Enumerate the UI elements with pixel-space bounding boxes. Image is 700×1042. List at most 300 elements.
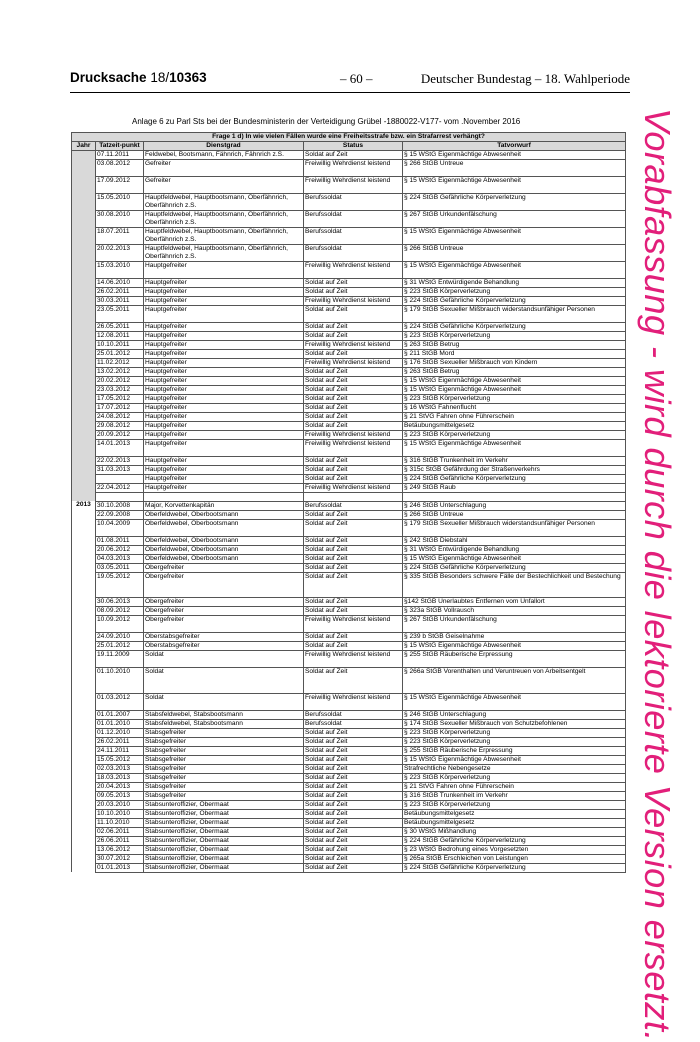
table-row [72,572,626,598]
cell-year [72,651,96,668]
cell-offense: § 223 StGB Körperverletzung [403,332,626,341]
cell-date: 25.01.2012 [96,350,144,359]
cell-rank: Soldat [144,693,304,710]
cell-year [72,466,96,475]
table-row [72,245,626,262]
cell-date: 30.10.2008 [96,501,144,510]
cell-offense: § 223 StGB Körperverletzung [403,728,626,737]
cell-offense: § 224 StGB Gefährliche Körperverletzung [403,194,626,211]
cell-date: 22.09.2008 [96,510,144,519]
cell-year [72,809,96,818]
cell-rank: Stabsfeldwebel, Stabsbootsmann [144,710,304,719]
cell-status: Soldat auf Zeit [304,563,403,572]
cell-status: Soldat auf Zeit [304,572,403,598]
cell-year [72,633,96,642]
cell-year [72,177,96,194]
cell-year [72,818,96,827]
cell-offense: § 15 WStG Eigenmächtige Abwesenheit [403,262,626,279]
cell-status: Soldat auf Zeit [304,607,403,616]
cell-rank: Oberfeldwebel, Oberbootsmann [144,519,304,536]
cell-rank: Oberfeldwebel, Oberbootsmann [144,545,304,554]
cell-year [72,493,96,502]
table-row [72,607,626,616]
cell-date: 01.03.2012 [96,693,144,710]
col-header-status: Status [304,142,403,151]
table-row [72,651,626,668]
cell-rank [144,493,304,502]
cell-year [72,228,96,245]
cell-date: 23.05.2011 [96,306,144,323]
cell-offense: § 224 StGB Gefährliche Körperverletzung [403,863,626,872]
cell-offense: § 15 WStG Eigenmächtige Abwesenheit [403,377,626,386]
cell-rank: Hauptgefreiter [144,377,304,386]
cell-offense: § 179 StGB Sexueller Mißbrauch widerstandsunfähiger Personen [403,519,626,536]
doc-label: Drucksache [70,70,147,85]
cell-status: Soldat auf Zeit [304,854,403,863]
table-row [72,475,626,484]
cell-year [72,800,96,809]
cell-rank: Stabsunteroffizier, Obermaat [144,863,304,872]
cell-date: 15.05.2012 [96,755,144,764]
cell-rank: Hauptgefreiter [144,484,304,493]
cell-offense: § 15 WStG Eigenmächtige Abwesenheit [403,386,626,395]
table-row [72,809,626,818]
cell-status: Soldat auf Zeit [304,288,403,297]
cell-offense: § 15 WStG Eigenmächtige Abwesenheit [403,554,626,563]
cell-offense: Betäubungsmittelgesetz [403,422,626,431]
table-row [72,854,626,863]
cell-year [72,350,96,359]
cell-status: Freiwillig Wehrdienst leistend [304,651,403,668]
cell-status: Freiwillig Wehrdienst leistend [304,431,403,440]
table-row [72,368,626,377]
cell-year [72,746,96,755]
cell-rank: Stabsgefreiter [144,773,304,782]
cell-year [72,404,96,413]
cell-year: 2013 [72,501,96,510]
cell-status: Soldat auf Zeit [304,386,403,395]
cell-date: 13.06.2012 [96,845,144,854]
cell-date: 10.10.2011 [96,341,144,350]
cell-date: 30.06.2013 [96,598,144,607]
cell-offense: § 174 StGB Sexueller Mißbrauch von Schutzbefohlenen [403,719,626,728]
cell-year [72,719,96,728]
cell-rank: Soldat [144,668,304,694]
institution-label: Deutscher Bundestag – 18. Wahlperiode [420,71,630,86]
cell-year [72,386,96,395]
table-row [72,306,626,323]
cell-offense: § 223 StGB Körperverletzung [403,800,626,809]
cell-rank: Gefreiter [144,160,304,177]
table-row [72,845,626,854]
cell-offense: § 263 StGB Betrug [403,341,626,350]
cell-year [72,693,96,710]
cell-status: Soldat auf Zeit [304,377,403,386]
cell-rank: Soldat [144,651,304,668]
cell-date: 24.08.2012 [96,413,144,422]
cell-date: 02.03.2013 [96,764,144,773]
table-row [72,836,626,845]
cell-year [72,782,96,791]
cell-year [72,554,96,563]
cell-rank: Major, Korvettenkapitän [144,501,304,510]
doc-session: 18/ [150,70,170,85]
cell-status: Soldat auf Zeit [304,818,403,827]
cell-rank: Obergefreiter [144,572,304,598]
table-row [72,746,626,755]
cell-year [72,262,96,279]
table-row [72,563,626,572]
table-row [72,545,626,554]
cell-status: Soldat auf Zeit [304,791,403,800]
cell-offense: § 16 WStG Fahnenflucht [403,404,626,413]
cell-offense: § 239 b StGB Geiselnahme [403,633,626,642]
cell-year [72,160,96,177]
cell-offense: § 255 StGB Räuberische Erpressung [403,746,626,755]
cell-year [72,332,96,341]
cell-status: Soldat auf Zeit [304,836,403,845]
cell-year [72,341,96,350]
doc-number: 10363 [169,70,207,85]
cell-status: Soldat auf Zeit [304,633,403,642]
table-row [72,431,626,440]
cell-rank: Obergefreiter [144,598,304,607]
cell-year [72,836,96,845]
cell-rank: Hauptgefreiter [144,332,304,341]
cell-rank: Stabsgefreiter [144,755,304,764]
cell-date: 20.04.2013 [96,782,144,791]
table-row [72,386,626,395]
cell-offense: § 323a StGB Vollrausch [403,607,626,616]
cell-year [72,755,96,764]
cell-date: 14.06.2010 [96,279,144,288]
cell-status: Soldat auf Zeit [304,466,403,475]
cell-year [72,194,96,211]
cell-offense: § 316 StGB Trunkenheit im Verkehr [403,791,626,800]
table-row [72,151,626,160]
cell-offense: § 31 WStG Entwürdigende Behandlung [403,279,626,288]
col-header-year: Jahr [72,142,96,151]
cell-rank: Oberstabsgefreiter [144,642,304,651]
table-row [72,359,626,368]
cell-status: Soldat auf Zeit [304,755,403,764]
table-row [72,827,626,836]
cell-date: 01.01.2013 [96,863,144,872]
cell-status: Soldat auf Zeit [304,404,403,413]
table-row [72,395,626,404]
cell-rank: Hauptgefreiter [144,341,304,350]
cell-status: Berufssoldat [304,719,403,728]
cell-rank: Stabsgefreiter [144,764,304,773]
cell-offense: Betäubungsmittelgesetz [403,809,626,818]
cell-status: Freiwillig Wehrdienst leistend [304,440,403,457]
cell-rank: Oberfeldwebel, Oberbootsmann [144,536,304,545]
cell-offense: § 15 WStG Eigenmächtige Abwesenheit [403,440,626,457]
cell-offense: § 255 StGB Räuberische Erpressung [403,651,626,668]
cell-status: Soldat auf Zeit [304,323,403,332]
cell-year [72,413,96,422]
table-row [72,493,626,502]
cell-date: 20.09.2012 [96,431,144,440]
cell-rank: Obergefreiter [144,616,304,633]
cell-date: 01.12.2010 [96,728,144,737]
cell-status: Soldat auf Zeit [304,728,403,737]
cell-rank: Hauptgefreiter [144,279,304,288]
cell-offense: § 246 StGB Unterschlagung [403,710,626,719]
cell-year [72,764,96,773]
table-row [72,350,626,359]
cell-date: 10.04.2009 [96,519,144,536]
cell-date: 22.04.2012 [96,484,144,493]
cell-offense: § 266 StGB Untreue [403,510,626,519]
cell-status: Soldat auf Zeit [304,827,403,836]
table-row [72,863,626,872]
cell-year [72,563,96,572]
table-row [72,228,626,245]
cell-year [72,598,96,607]
cell-date [96,493,144,502]
cell-rank: Feldwebel, Bootsmann, Fähnrich, Fähnrich z.S. [144,151,304,160]
table-row [72,194,626,211]
cell-date: 13.02.2012 [96,368,144,377]
cell-date: 26.05.2011 [96,323,144,332]
table-row [72,633,626,642]
cell-date: 17.05.2012 [96,395,144,404]
cell-rank: Hauptgefreiter [144,386,304,395]
cell-year [72,668,96,694]
table-row [72,800,626,809]
table-header-row [72,142,626,151]
cell-offense: § 15 WStG Eigenmächtige Abwesenheit [403,693,626,710]
table-row [72,323,626,332]
cell-status: Berufssoldat [304,710,403,719]
annex-subtitle: Anlage 6 zu Parl Sts bei der Bundesministerin der Verteidigung Grübel -1880022-V177- vom .November 2016 [132,117,521,126]
cell-status [304,493,403,502]
cell-offense: § 242 StGB Diebstahl [403,536,626,545]
cell-year [72,510,96,519]
cell-status: Soldat auf Zeit [304,536,403,545]
cell-year [72,737,96,746]
table-row [72,818,626,827]
cell-rank: Stabsunteroffizier, Obermaat [144,809,304,818]
cell-year [72,377,96,386]
cell-date: 20.03.2010 [96,800,144,809]
cell-offense: § 315c StGB Gefährdung der Straßenverkehrs [403,466,626,475]
cell-rank: Stabsfeldwebel, Stabsbootsmann [144,719,304,728]
cell-date: 10.10.2010 [96,809,144,818]
table-row [72,466,626,475]
table-row [72,773,626,782]
cell-offense: § 316 StGB Trunkenheit im Verkehr [403,457,626,466]
cell-rank: Stabsunteroffizier, Obermaat [144,818,304,827]
cell-date: 17.07.2012 [96,404,144,413]
cell-date: 25.01.2012 [96,642,144,651]
table-question-row [72,133,626,142]
cell-offense: § 266 StGB Untreue [403,245,626,262]
table-row [72,288,626,297]
cell-status: Soldat auf Zeit [304,773,403,782]
cell-offense: § 224 StGB Gefährliche Körperverletzung [403,475,626,484]
table-row [72,211,626,228]
cell-rank: Stabsgefreiter [144,737,304,746]
cell-status: Soldat auf Zeit [304,151,403,160]
cell-status: Freiwillig Wehrdienst leistend [304,359,403,368]
cell-year [72,845,96,854]
cell-offense: § 224 StGB Gefährliche Körperverletzung [403,323,626,332]
cell-year [72,710,96,719]
cell-year [72,288,96,297]
cell-rank: Hauptfeldwebel, Hauptbootsmann, Oberfähnrich, Oberfähnrich z.S. [144,245,304,262]
cell-date: 14.01.2013 [96,440,144,457]
cell-status: Soldat auf Zeit [304,519,403,536]
cell-status: Freiwillig Wehrdienst leistend [304,693,403,710]
cell-offense: § 224 StGB Gefährliche Körperverletzung [403,297,626,306]
cell-date: 30.07.2012 [96,854,144,863]
cell-offense: Betäubungsmittelgesetz [403,818,626,827]
document-number [70,70,207,85]
cell-year [72,616,96,633]
table-row [72,341,626,350]
cell-status: Soldat auf Zeit [304,545,403,554]
cell-rank: Hauptgefreiter [144,306,304,323]
cell-date: 18.07.2011 [96,228,144,245]
cell-status: Soldat auf Zeit [304,279,403,288]
cell-offense: § 265a StGB Erschleichen von Leistungen [403,854,626,863]
table-question: Frage 1 d) In wie vielen Fällen wurde eine Freiheitsstrafe bzw. ein Strafarrest verhängt? [72,133,626,142]
cell-offense: § 267 StGB Urkundenfälschung [403,616,626,633]
cell-date: 19.11.2009 [96,651,144,668]
cell-offense: § 223 StGB Körperverletzung [403,288,626,297]
cell-status: Soldat auf Zeit [304,845,403,854]
cell-offense: § 246 StGB Unterschlagung [403,501,626,510]
cell-year [72,297,96,306]
cell-date: 01.01.2007 [96,710,144,719]
cell-date: 11.02.2012 [96,359,144,368]
offense-table [71,132,626,873]
cell-offense: § 15 WStG Eigenmächtige Abwesenheit [403,228,626,245]
cell-rank: Oberfeldwebel, Oberbootsmann [144,554,304,563]
cell-offense: § 176 StGB Sexueller Mißbrauch von Kindern [403,359,626,368]
cell-rank: Stabsunteroffizier, Obermaat [144,827,304,836]
table-row [72,764,626,773]
cell-date: 23.03.2012 [96,386,144,395]
table-row [72,642,626,651]
cell-offense: § 249 StGB Raub [403,484,626,493]
cell-year [72,519,96,536]
cell-status: Freiwillig Wehrdienst leistend [304,262,403,279]
cell-status: Soldat auf Zeit [304,475,403,484]
cell-status: Berufssoldat [304,245,403,262]
cell-date: 12.08.2011 [96,332,144,341]
table-row [72,554,626,563]
table-row [72,710,626,719]
cell-rank: Hauptgefreiter [144,431,304,440]
table-row [72,297,626,306]
cell-offense: § 15 WStG Eigenmächtige Abwesenheit [403,151,626,160]
cell-status: Soldat auf Zeit [304,510,403,519]
cell-year [72,773,96,782]
cell-status: Soldat auf Zeit [304,764,403,773]
cell-offense: Strafrechtliche Nebengesetze [403,764,626,773]
cell-rank: Hauptgefreiter [144,350,304,359]
cell-offense: § 23 WStG Bedrohung eines Vorgesetzten [403,845,626,854]
cell-status: Soldat auf Zeit [304,809,403,818]
table-row [72,782,626,791]
cell-status: Soldat auf Zeit [304,422,403,431]
cell-date: 03.05.2011 [96,563,144,572]
cell-offense: § 224 StGB Gefährliche Körperverletzung [403,563,626,572]
cell-year [72,359,96,368]
table-row [72,668,626,694]
cell-year [72,791,96,800]
table-row [72,519,626,536]
cell-year [72,484,96,493]
cell-rank: Hauptfeldwebel, Hauptbootsmann, Oberfähnrich, Oberfähnrich z.S. [144,211,304,228]
table-row [72,177,626,194]
cell-rank: Obergefreiter [144,607,304,616]
cell-date [96,475,144,484]
cell-rank: Hauptgefreiter [144,288,304,297]
cell-rank: Stabsgefreiter [144,782,304,791]
table-row [72,457,626,466]
cell-date: 07.11.2011 [96,151,144,160]
cell-year [72,279,96,288]
cell-status: Freiwillig Wehrdienst leistend [304,616,403,633]
cell-date: 20.06.2012 [96,545,144,554]
cell-status: Soldat auf Zeit [304,642,403,651]
cell-year [72,395,96,404]
cell-rank: Hauptgefreiter [144,422,304,431]
cell-offense: § 211 StGB Mord [403,350,626,359]
cell-year [72,368,96,377]
cell-date: 01.01.2010 [96,719,144,728]
cell-year [72,475,96,484]
page-header [70,70,630,88]
cell-year [72,642,96,651]
table-row [72,332,626,341]
cell-status: Freiwillig Wehrdienst leistend [304,160,403,177]
table-row [72,279,626,288]
table-row [72,728,626,737]
cell-rank: Oberfeldwebel, Oberbootsmann [144,510,304,519]
cell-rank: Stabsgefreiter [144,746,304,755]
cell-rank: Hauptgefreiter [144,262,304,279]
table-row [72,598,626,607]
table-row [72,755,626,764]
cell-status: Soldat auf Zeit [304,737,403,746]
table-row [72,413,626,422]
table-row [72,693,626,710]
cell-rank: Obergefreiter [144,563,304,572]
cell-status: Soldat auf Zeit [304,306,403,323]
table-row [72,510,626,519]
cell-rank: Hauptgefreiter [144,404,304,413]
cell-date: 30.08.2010 [96,211,144,228]
cell-status: Berufssoldat [304,501,403,510]
cell-offense: § 266 StGB Untreue [403,160,626,177]
cell-offense: § 30 WStG Mißhandlung [403,827,626,836]
cell-offense: § 179 StGB Sexueller Mißbrauch widerstandsunfähiger Personen [403,306,626,323]
cell-rank: Hauptgefreiter [144,323,304,332]
cell-year [72,545,96,554]
cell-year [72,211,96,228]
cell-rank: Stabsunteroffizier, Obermaat [144,854,304,863]
table-row [72,262,626,279]
cell-rank: Stabsgefreiter [144,791,304,800]
cell-date: 10.09.2012 [96,616,144,633]
cell-rank: Hauptgefreiter [144,395,304,404]
cell-rank: Hauptgefreiter [144,368,304,377]
